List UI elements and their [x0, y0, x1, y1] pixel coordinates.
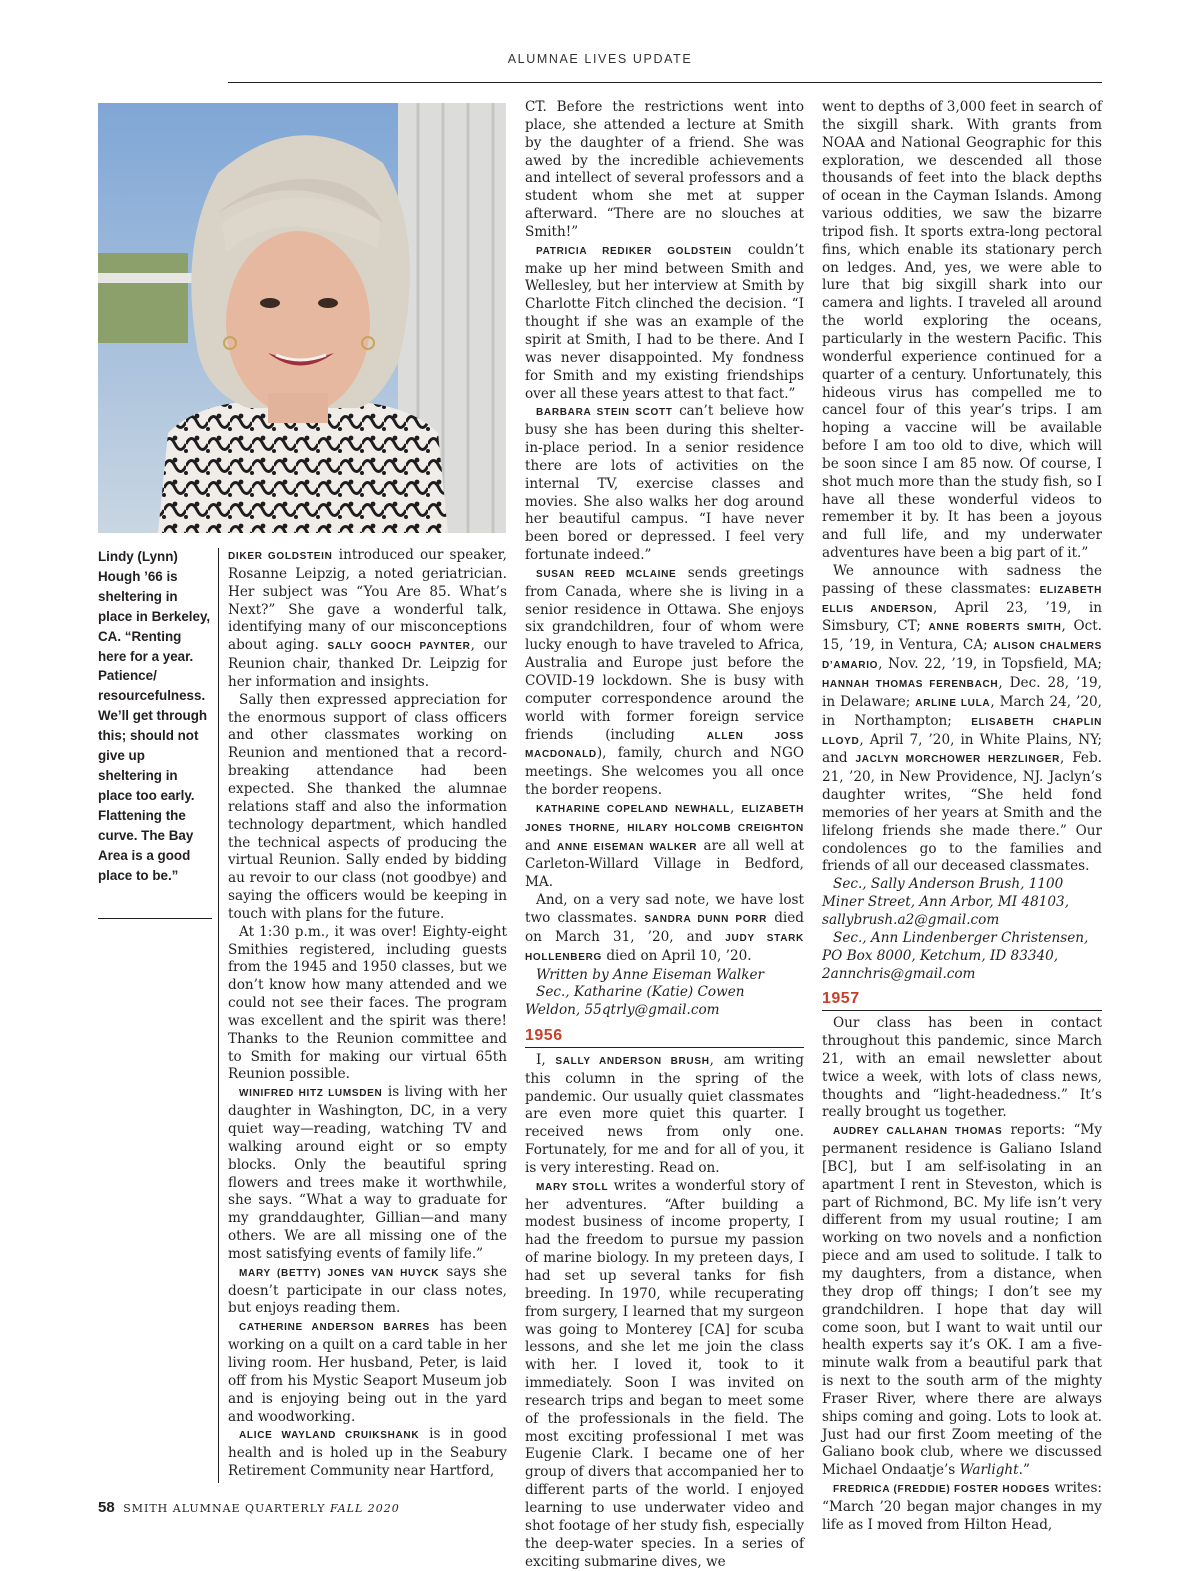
classmate-name: ARLINE LULA — [915, 697, 991, 709]
paragraph — [525, 242, 804, 404]
classmate-name: CATHERINE ANDERSON BARRES — [239, 1322, 430, 1334]
paragraph — [525, 800, 804, 892]
column-1 — [228, 547, 507, 1481]
paragraph-text: , April 7, ’20, in White Plains, NY; and — [822, 731, 1102, 767]
paragraph — [228, 1264, 507, 1319]
classmate-name: ANNE ROBERTS SMITH — [928, 622, 1062, 634]
paragraph-text: has been working on a quilt on a card table in her living room. Her husband, Peter, is laid off from his Mystic Seaport Museum job and is enjoying being out in the yard and woodworking. — [228, 1318, 508, 1425]
section-header: ALUMNAE LIVES UPDATE — [507, 52, 693, 66]
classmate-name: FREDRICA (FREDDIE) FOSTER HODGES — [833, 1484, 1050, 1496]
classmate-name: WINIFRED HITZ LUMSDEN — [239, 1088, 383, 1100]
column-divider — [218, 548, 219, 1483]
paragraph — [525, 565, 804, 800]
paragraph — [822, 1122, 1102, 1480]
paragraph — [228, 547, 507, 692]
paragraph-text: says she doesn’t participate in our class notes, but enjoys reading them. — [228, 1263, 507, 1317]
secretary-contact: Sec., Ann Lindenberger Christensen, PO Box 8000, Ketchum, ID 83340, 2annchris@gmail.com — [822, 929, 1089, 982]
paragraph-text: can’t believe how busy she has been during this shelter-in-place period. In a senior residence there are lots of activities on the internal TV, exercise classes and movies. She also walks her dog around her beautiful campus. “I have never been bored or depressed. I feel very fortunate indeed.” — [525, 403, 804, 564]
paragraph-text: .” — [1018, 1462, 1030, 1479]
paragraph — [525, 892, 804, 966]
signature: Written by Anne Eiseman Walker — [536, 966, 765, 983]
paragraph — [228, 1084, 507, 1263]
paragraph-text: writes a wonderful story of her adventures. “After building a modest business of income property, I had the freedom to pursue my passion of marine biology. In my preteen days, I had set up several tanks for fish breeding. In 1970, while recuperating from surgery, I learned that my surgeon was going to Monterey [CA] for scuba lessons, and she let me join the class with her. I loved it, took to it immediately. Soon I was invited on research trips and began to meet some of the professionals in the field. The most exciting professional I met was Eugenie Clark. I became one of her group of divers that accompanied her to different parts of the world. I enjoyed learning to use underwater video and shot footage of her study fish, especially the deep-water species. In a series of exciting submarine dives, we — [525, 1177, 804, 1570]
classmate-name: BARBARA STEIN SCOTT — [536, 407, 673, 419]
paragraph-text: , our Reunion chair, thanked Dr. Leipzig for her information and insights. — [228, 637, 507, 690]
paragraph-text: I, — [536, 1051, 556, 1068]
portrait-photo — [98, 103, 506, 533]
classmate-name: ELIZABETH ELLIS ANDERSON — [822, 584, 1102, 615]
paragraph — [525, 1178, 804, 1571]
paragraph — [525, 1052, 804, 1178]
paragraph-text: introduced our speaker, Rosanne Leipzig, a noted geriatrician. Her subject was “You Are 85. What’s Next?” She gave a wonderful talk, identifying many of our misconceptions about aging. — [228, 547, 507, 654]
paragraph-text: We announce with sadness the passing of these classmates: — [822, 562, 1102, 597]
paragraph-text: and — [525, 837, 557, 854]
column-3 — [822, 99, 1102, 1535]
portrait-illustration — [98, 103, 506, 533]
classmate-name: ELISABETH CHAPLIN LLOYD — [822, 716, 1103, 747]
paragraph-text: , April 23, ’19, in Simsbury, CT; — [822, 599, 1102, 635]
classmate-name: DIKER GOLDSTEIN — [228, 551, 333, 562]
paragraph — [822, 563, 1102, 876]
classmate-name: JACLYN MORCHOWER HERZLINGER — [855, 754, 1061, 766]
publication-name: SMITH ALUMNAE QUARTERLY — [123, 1502, 326, 1515]
paragraph-text: , am writing this column in the spring of the pandemic. Our usually quiet classmates are even more quiet this quarter. I received news from only one. Fortunately, for me and for all of you, it is very interesting. Read on. — [525, 1051, 804, 1176]
paragraph: Sally then expressed appreciation for the enormous support of class officers and other classmates working on Reunion and mentioned that a record-breaking attendance had been expected. She thanked the alumnae relations staff and also the information technology department, which handled the technical aspects of producing the virtual Reunion. Sally ended by bidding au revoir to our class (not goodbye) and saying the officers would be keeping in touch with plans for the future. — [228, 691, 507, 922]
secretary-contact: Sec., Katharine (Katie) Cowen Weldon, 55qtrly@gmail.com — [525, 984, 745, 1019]
paragraph-text: And, on a very sad note, we have lost two classmates. — [525, 892, 804, 926]
paragraph-text: , Oct. 15, ’19, in Ventura, CA; — [822, 618, 1102, 654]
paragraph: Our class has been in contact throughout this pandemic, since March 21, with an email newsletter about twice a week, with lots of class news, thoughts and “light-headedness.” It’s really brought us together. — [822, 1015, 1102, 1121]
paragraph: At 1:30 p.m., it was over! Eighty-eight Smithies registered, including guests from the 1945 and 1950 classes, but we don’t know how many attended and we could not see their faces. The program was excellent and the spirit was there! Thanks to the Reunion committee and to Smith for making our virtual 65th Reunion possible. — [228, 923, 507, 1083]
classmate-name: SALLY GOOCH PAYNTER — [327, 641, 471, 653]
classmate-name: ANNE EISEMAN WALKER — [556, 841, 698, 853]
classmate-name: SANDRA DUNN PORR — [644, 913, 768, 925]
classmate-name: AUDREY CALLAHAN THOMAS — [833, 1126, 1003, 1138]
classmate-name: HANNAH THOMAS FERENBACH — [822, 679, 999, 690]
paragraph: went to depths of 3,000 feet in search of the sixgill shark. With grants from NOAA and National Geographic for this exploration, we descended all those thousands of feet into the black depths of ocean in the Cayman Islands. Among various oddities, we saw the bizarre tripod fish. It sports extra-long pectoral fins, which enable its stationary perch on ledges. And, yes, we were able to lure that big sixgill shark into our camera and lights. I traveled all around the world exploring the oceans, particularly in the western Pacific. This wonderful experience continued for a quarter of a century. Unfortunately, this hideous virus has compelled me to cancel four of this year’s trips. I am hoping a vaccine will be available before I am too old to dive, which will be soon since I am 85 now. Of course, I shot much more than the study fish, so I have all these wonderful videos to remember it by. It has been a joyous and full life, and my underwater adventures have been a big part of it.” — [822, 99, 1102, 562]
paragraph-text: is living with her daughter in Washington, DC, in a very quiet way—reading, watching TV and walking around eight or so empty blocks. Only the beautiful spring flowers and trees make it worthwhile, she says. “What a way to graduate for my granddaughter, Gillian—and many others. We are all missing one of the most satisfying events of family life.” — [228, 1084, 507, 1262]
paragraph-text: are all well at Carleton-Willard Village in Bedford, MA. — [525, 837, 804, 891]
caption-rule — [98, 918, 212, 919]
class-year-heading: 1957 — [822, 990, 1102, 1011]
paragraph-text: , — [615, 818, 628, 835]
paragraph-text: writes: “March ’20 began major changes in my life as I moved from Hilton Head, — [822, 1480, 1102, 1533]
classmate-name: MARY STOLL — [536, 1181, 609, 1193]
column-2 — [525, 99, 804, 1571]
paragraph-text: died on April 10, ’20. — [602, 947, 752, 964]
paragraph-text: , Nov. 22, ’19, in Topsfield, MA; — [878, 656, 1102, 673]
page-number: 58 — [98, 1499, 115, 1516]
classmate-name: JUDY STARK HOLLENBERG — [525, 932, 804, 963]
paragraph-text: , Dec. 28, ’19, in Delaware; — [822, 675, 1102, 710]
paragraph-text: , Feb. 21, ’20, in New Providence, NJ. Jaclyn’s daughter writes, “She held fond memories of her years at Smith and the lifelong friends she made there.” Our condolences go to the families and friends of all our deceased classmates. — [822, 750, 1102, 875]
book-title: Warlight — [959, 1462, 1019, 1479]
header-rule — [228, 82, 1102, 83]
paragraph-text: , — [729, 799, 742, 816]
paragraph — [822, 1480, 1102, 1535]
classmate-name: SALLY ANDERSON BRUSH — [555, 1055, 710, 1067]
classmate-name: PATRICIA REDIKER GOLDSTEIN — [536, 245, 732, 257]
classmate-name: ALISON CHALMERS D’AMARIO — [822, 641, 1102, 672]
paragraph-text: , March 24, ’20, in Northampton; — [822, 693, 1102, 729]
classmate-name: KATHARINE COPELAND NEWHALL — [536, 803, 730, 815]
paragraph-text: is in good health and is holed up in the Seabury Retirement Community near Hartford, — [228, 1426, 507, 1480]
paragraph-text: reports: “My permanent residence is Galiano Island [BC], but I am self-isolating in an apartment I rent in Steveston, which is part of Richmond, BC. My life isn’t very different from my usual routine; I am working on two novels and a nonfiction piece and am used to solitude. I talk to my daughters, from a distance, when they drop off things; I don’t see my grandchildren. I hope that day will come soon, but I want to wait until our health experts say it’s OK. I am a five-minute walk from a beautiful park that is next to the south arm of the mighty Fraser River, where there are always ships coming and going. Lots to look at. Just had our first Zoom meeting of the Galiano book club, where we discussed Michael Ondaatje’s — [822, 1122, 1102, 1479]
secretary-contact: Sec., Sally Anderson Brush, 1100 Miner Street, Ann Arbor, MI 48103, sallybrush.a2@gmail.com — [822, 876, 1070, 928]
paragraph: CT. Before the restrictions went into place, she attended a lecture at Smith by the daughter of a friend. She was awed by the incredible achievements and intellect of several professors and a student whom she met at supper afterward. “There are no slouches at Smith!” — [525, 99, 804, 240]
photo-caption: Lindy (Lynn) Hough ’66 is sheltering in place in Berkeley, CA. “Renting here for a year. Patience/ resourcefulness. We’ll get through this; should not give up sheltering in place too early. Flattening the curve. The Bay Area is a good place to be.” — [98, 549, 211, 883]
paragraph-text: couldn’t make up her mind between Smith and Wellesley, but her interview at Smith by Charlotte Fitch clinched the decision. “I thought if she was an example of the spirit at Smith, I had to be there. And I was never disappointed. My fondness for Smith and my existing friendships over all these years attest to that fact.” — [525, 241, 804, 402]
issue-date: FALL 2020 — [330, 1502, 400, 1515]
paragraph — [228, 1426, 507, 1481]
paragraph-text: ), family, church and NGO meetings. She welcomes you all once the border reopens. — [525, 745, 804, 799]
classmate-name: MARY (BETTY) JONES VAN HUYCK — [239, 1267, 440, 1279]
classmate-name: HILARY HOLCOMB CREIGHTON — [627, 822, 804, 834]
paragraph — [228, 1318, 507, 1426]
paragraph-text: died on March 31, ’20, and — [525, 909, 804, 945]
paragraph-text: sends greetings from Canada, where she is living in a senior residence in Ottawa. She enjoys six grandchildren, four of whom were lucky enough to have traveled to Africa, Australia and Europe just before the COVID-19 lockdown. She is busy with computer correspondence around the world with former foreign service friends (including — [525, 564, 804, 743]
classmate-name: ELIZABETH JONES THORNE — [525, 803, 804, 834]
class-year-heading: 1956 — [525, 1027, 804, 1048]
paragraph — [525, 403, 804, 565]
page-footer — [98, 1499, 400, 1516]
classmate-name: ALLEN JOSS MACDONALD — [525, 730, 805, 761]
classmate-name: ALICE WAYLAND CRUIKSHANK — [239, 1430, 420, 1442]
classmate-name: SUSAN REED MCLAINE — [536, 568, 677, 580]
